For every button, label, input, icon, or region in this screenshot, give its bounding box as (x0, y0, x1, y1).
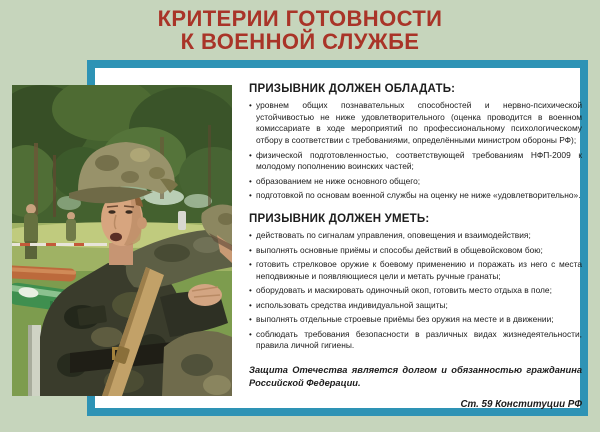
citation: Ст. 59 Конституции РФ (460, 399, 582, 411)
list-item: • физической подготовленностью, соответствующей требованиям НФП-2009 к молодому пополнению воинских частей; (249, 150, 582, 173)
constitution-statement: Защита Отечества является долгом и обязанностью гражданина Российской Федерации. (249, 365, 582, 388)
list-item: • уровнем общих познавательных способностей и нервно-психической устойчивостью не ниже удовлетворительного (оценка проводится в военном комиссариате в ходе мероприятий по профессиональному психологическому отбору в соответствии с требованиями, определёнными министром обороны РФ); (249, 100, 582, 147)
section-heading-possess: ПРИЗЫВНИК ДОЛЖЕН ОБЛАДАТЬ: (249, 83, 456, 95)
title-line-1: КРИТЕРИИ ГОТОВНОСТИ (157, 6, 443, 31)
list-item: • подготовкой по основам военной службы на оценку не ниже «удовлетворительно». (249, 190, 582, 202)
list-item: • готовить стрелковое оружие к боевому применению и поражать из него с места неподвижные и появляющиеся цели и метать ручные гранаты; (249, 259, 582, 282)
soldier-photo (12, 85, 232, 396)
content (249, 83, 582, 410)
possess-list (249, 100, 582, 202)
list-item: • оборудовать и маскировать одиночный окоп, готовить место отдыха в поле; (249, 285, 582, 297)
list-item: • использовать средства индивидуальной защиты; (249, 300, 582, 312)
list-item: • выполнять основные приёмы и способы действий в общевойсковом бою; (249, 245, 582, 257)
able-list (249, 230, 582, 352)
list-item: • соблюдать требования безопасности в различных видах жизнедеятельности, правила личной гигиены. (249, 329, 582, 352)
page-title (0, 7, 600, 53)
list-item: • образованием не ниже основного общего; (249, 176, 582, 188)
title-line-2: К ВОЕННОЙ СЛУЖБЕ (180, 29, 420, 54)
list-item: • действовать по сигналам управления, оповещения и взаимодействия; (249, 230, 582, 242)
list-item: • выполнять отдельные строевые приёмы без оружия на месте и в движении; (249, 314, 582, 326)
section-heading-able: ПРИЗЫВНИК ДОЛЖЕН УМЕТЬ: (249, 213, 430, 226)
